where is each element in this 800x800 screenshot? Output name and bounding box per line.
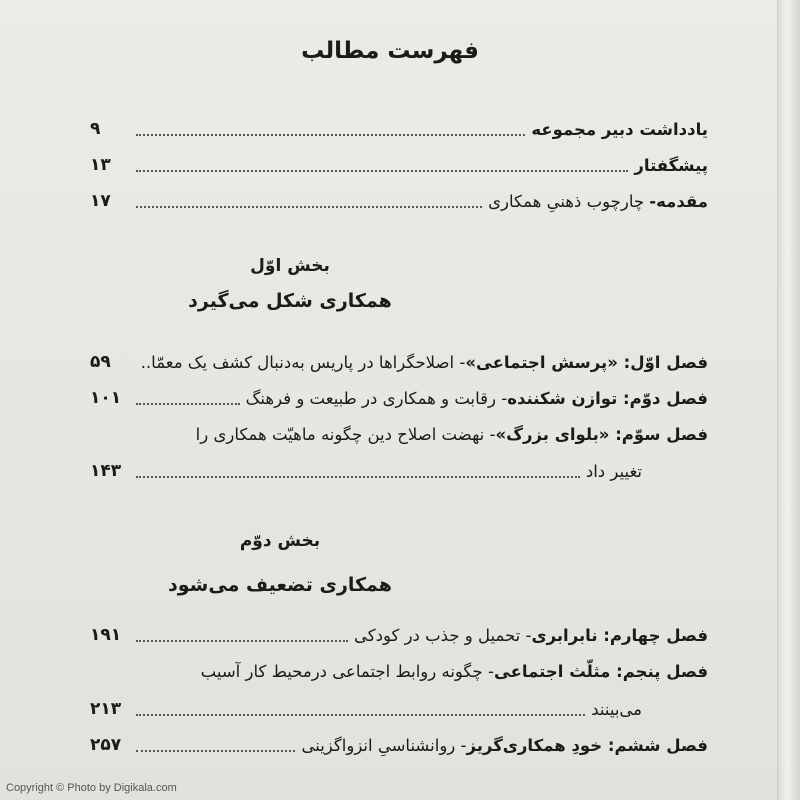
entry-label: یادداشت دبیر مجموعه: [531, 119, 708, 139]
chapter-title: مثلّث اجتماعی: [493, 661, 611, 681]
toc-entry-chapter2: [90, 383, 708, 413]
chapter-prefix: فصل سوّم:: [609, 424, 708, 444]
chapter-prefix: فصل دوّم:: [617, 388, 708, 408]
dot-leader: [136, 403, 240, 405]
entry-page: ۱۷: [90, 191, 111, 211]
chapter-prefix: فصل پنجم:: [610, 661, 708, 681]
toc-entry-chapter1: [90, 347, 708, 377]
entry-page: ۱۴۳: [90, 461, 122, 481]
entry-label: [246, 389, 708, 408]
entry-page: ۱۳: [90, 155, 111, 175]
entry-label: [141, 353, 708, 372]
entry-page: ۲۵۷: [90, 735, 122, 755]
entry-label: [488, 192, 708, 211]
part1-number: بخش اوّل: [250, 256, 330, 276]
entry-page: ۲۱۳: [90, 699, 122, 719]
chapter-prefix: فصل ششم:: [602, 735, 708, 755]
entry-page: ۹: [90, 119, 101, 139]
chapter-subtitle: - اصلاحگراها در پاریس به‌دنبال کشف یک معمّا..: [140, 352, 466, 372]
toc-entry-chapter3: [90, 419, 708, 449]
toc-entry-introduction: [90, 186, 708, 216]
chapter-title: «پرسش اجتماعی»: [465, 352, 618, 372]
entry-label: [196, 425, 708, 444]
toc-entry-chapter6: [90, 730, 708, 760]
entry-page: ۱۰۱: [90, 388, 122, 408]
chapter-subtitle: - چگونه روابط اجتماعی درمحیط کار آسیب: [200, 661, 494, 681]
entry-label: [201, 662, 708, 681]
part2-name: همکاری تضعیف می‌شود: [168, 574, 392, 596]
toc-title: فهرست مطالب: [301, 38, 479, 64]
chapter-subtitle-cont: تغییر داد: [585, 461, 642, 481]
dot-leader: [136, 750, 295, 752]
entry-page: ۵۹: [90, 352, 111, 372]
toc-entry-chapter4: [90, 620, 708, 650]
dot-leader: [136, 206, 482, 208]
toc-entry-chapter5: [90, 656, 708, 686]
dot-leader: [136, 134, 525, 136]
chapter-title: توازن شکننده: [507, 388, 618, 408]
chapter-subtitle: - تحمیل و جذب در کودکی: [354, 625, 532, 645]
entry-label: پیشگفتار: [634, 155, 708, 175]
dot-leader: [136, 476, 580, 478]
toc-entry-editor-note: [90, 114, 708, 144]
chapter-title: «بلوای بزرگ»: [495, 424, 610, 444]
chapter-prefix: فصل چهارم:: [597, 625, 708, 645]
page-edge: [777, 0, 800, 800]
chapter-subtitle: - نهضت اصلاح دین چگونه ماهیّت همکاری را: [195, 424, 496, 444]
entry-label: [354, 626, 708, 645]
entry-page: ۱۹۱: [90, 625, 122, 645]
toc-entry-chapter3-cont: [90, 456, 708, 486]
chapter-prefix: فصل اوّل:: [617, 352, 708, 372]
chapter-subtitle-cont: می‌بینند: [591, 699, 642, 719]
part2-number: بخش دوّم: [239, 531, 321, 551]
entry-label-rest: چارچوب ذهنیِ همکاری: [488, 191, 650, 211]
entry-label: [301, 736, 708, 755]
part1-name: همکاری شکل می‌گیرد: [188, 290, 392, 312]
toc-entry-chapter5-cont: [90, 694, 708, 724]
dot-leader: [136, 170, 628, 172]
entry-label-bold: مقدمه-: [649, 191, 708, 211]
copyright-watermark: Copyright © Photo by Digikala.com: [6, 782, 177, 794]
dot-leader: [136, 640, 348, 642]
toc-entry-preface: [90, 150, 708, 180]
chapter-title: نابرابری: [531, 625, 598, 645]
chapter-subtitle: - رقابت و همکاری در طبیعت و فرهنگ: [245, 388, 508, 408]
chapter-title: خودِ همکاری‌گریز: [466, 735, 603, 755]
dot-leader: [136, 714, 585, 716]
chapter-subtitle: - روانشناسیِ انزواگزینی: [301, 735, 467, 755]
